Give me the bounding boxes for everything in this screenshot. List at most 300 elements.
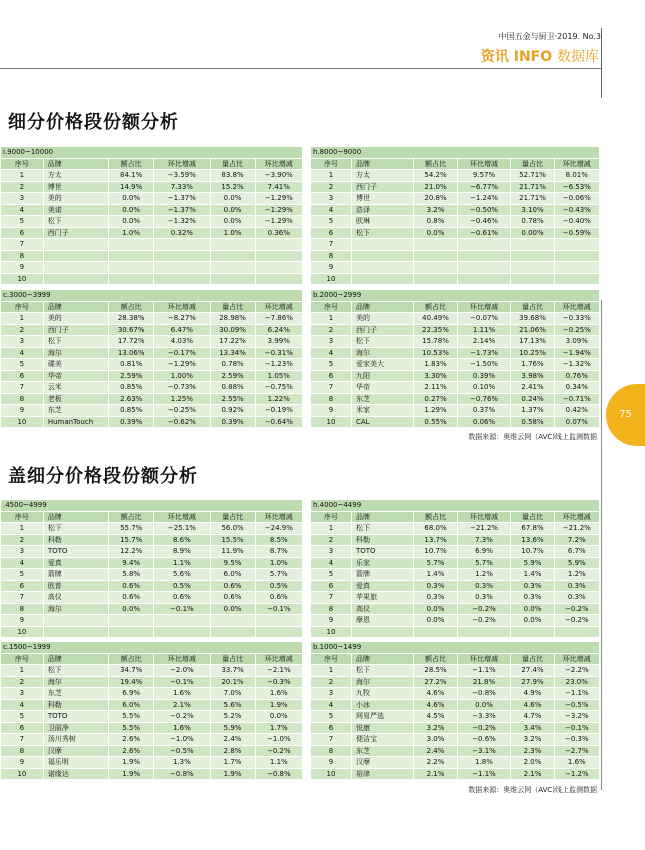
table-cell: 2: [311, 181, 352, 193]
table-cell: 浩泽: [351, 204, 414, 216]
table-cell: 3.2%: [414, 204, 457, 216]
table-cell: 8: [311, 745, 352, 757]
table-row: [1, 768, 303, 780]
table-cell: 松下: [351, 523, 414, 535]
table-cell: 3.98%: [511, 370, 554, 382]
table-cell: [210, 250, 255, 262]
table-cell: −0.8%: [154, 768, 210, 780]
column-header: 环比增减: [255, 653, 302, 665]
table-cell: 3: [1, 688, 44, 700]
table-cell: [43, 273, 108, 285]
table-cell: −0.07%: [457, 313, 511, 325]
table-cell: 网易严选: [351, 711, 414, 723]
table-cell: 9: [311, 262, 352, 274]
table-cell: 0.0%: [210, 193, 255, 205]
table-cell: 1.11%: [457, 324, 511, 336]
table-cell: [554, 239, 599, 251]
table-cell: 4: [311, 204, 352, 216]
table-cell: 6.24%: [255, 324, 302, 336]
table-cell: 4.6%: [414, 699, 457, 711]
table-cell: 松下: [43, 336, 108, 348]
table-cell: [554, 273, 599, 285]
table-cell: 0.92%: [210, 405, 255, 417]
column-header: 环比增减: [457, 158, 511, 170]
table-cell: [43, 615, 108, 627]
table-cell: 1.6%: [255, 688, 302, 700]
table-cell: 15.5%: [210, 534, 255, 546]
table-cell: 苹果旅: [351, 592, 414, 604]
column-header: 环比增减: [255, 301, 302, 313]
table-cell: 30.67%: [109, 324, 154, 336]
header-rule: [0, 68, 601, 69]
table-cell: 6: [311, 722, 352, 734]
table-cell: 6: [311, 580, 352, 592]
table-cell: TOTO: [43, 546, 108, 558]
table-row: [1, 181, 303, 193]
column-header: 品牌: [351, 158, 414, 170]
table-cell: 1: [311, 170, 352, 182]
table-cell: −1.94%: [554, 347, 599, 359]
table-cell: [255, 239, 302, 251]
table-cell: 9: [311, 757, 352, 769]
table-cell: [255, 262, 302, 274]
table-cell: −1.32%: [554, 359, 599, 371]
table-cell: [414, 273, 457, 285]
share-table: [310, 146, 600, 285]
table-cell: 0.6%: [109, 580, 154, 592]
table-cell: 1.4%: [414, 569, 457, 581]
table-cell: 0.0%: [109, 204, 154, 216]
table-cell: −1.2%: [554, 768, 599, 780]
table-cell: 54.2%: [414, 170, 457, 182]
table-cell: −0.5%: [154, 745, 210, 757]
table-cell: 34.7%: [109, 665, 154, 677]
table-cell: 华帝: [43, 370, 108, 382]
table-cell: [457, 273, 511, 285]
table-cell: 0.0%: [414, 227, 457, 239]
table-cell: [414, 626, 457, 638]
table-cell: −3.3%: [457, 711, 511, 723]
table-cell: 1.7%: [210, 757, 255, 769]
table-cell: 2.1%: [154, 699, 210, 711]
table-cell: 小冰: [351, 699, 414, 711]
table-cell: −1.1%: [457, 665, 511, 677]
table-row: [1, 324, 303, 336]
table-cell: −0.6%: [457, 734, 511, 746]
table-cell: 诺缘达: [43, 768, 108, 780]
table-row: [311, 313, 600, 325]
table-cell: 3.0%: [414, 734, 457, 746]
table-cell: 0.24%: [511, 393, 554, 405]
table-header-row: [311, 301, 600, 313]
column-header: 环比增减: [457, 511, 511, 523]
section2-title: 盖细分价格段份额分析: [8, 466, 198, 487]
table-cell: 0.0%: [210, 603, 255, 615]
table-cell: 6: [1, 580, 44, 592]
table-cell: 5: [311, 216, 352, 228]
table-cell: 松下: [43, 216, 108, 228]
table-cell: 老板: [43, 393, 108, 405]
table-cell: [511, 239, 554, 251]
column-header: 序号: [1, 158, 44, 170]
table-cell: 4: [1, 204, 44, 216]
table-cell: 5: [1, 359, 44, 371]
table-cell: −0.1%: [255, 603, 302, 615]
table-cell: 10: [1, 273, 44, 285]
table-cell: −2.1%: [255, 665, 302, 677]
table-cell: 高仪: [351, 603, 414, 615]
table-cell: 0.0%: [109, 193, 154, 205]
table-cell: [43, 239, 108, 251]
table-cell: 3: [1, 336, 44, 348]
table-cell: 68.0%: [414, 523, 457, 535]
table-cell: 0.0%: [511, 603, 554, 615]
table-cell: [255, 626, 302, 638]
table-cell: [255, 250, 302, 262]
table-cell: 5.7%: [457, 557, 511, 569]
table-cell: 0.3%: [457, 592, 511, 604]
table-cell: 1: [311, 523, 352, 535]
table-cell: 4: [1, 557, 44, 569]
table-cell: 28.38%: [109, 313, 154, 325]
table-cell: 西门子: [43, 324, 108, 336]
column-header: 序号: [1, 653, 44, 665]
table-cell: 4.6%: [511, 699, 554, 711]
table-cell: 7.33%: [154, 181, 210, 193]
table-cell: 10: [311, 626, 352, 638]
table-cell: 便洁宝: [351, 734, 414, 746]
table-cell: 1: [1, 523, 44, 535]
table-cell: 4: [311, 699, 352, 711]
column-header: 额占比: [109, 653, 154, 665]
table-cell: −0.61%: [457, 227, 511, 239]
table-cell: 10: [311, 768, 352, 780]
table-cell: 海尔: [43, 603, 108, 615]
table-cell: 67.8%: [511, 523, 554, 535]
table-cell: −1.29%: [154, 359, 210, 371]
table-cell: 0.3%: [414, 580, 457, 592]
table-cell: 8: [311, 250, 352, 262]
table-cell: 7: [1, 382, 44, 394]
table-cell: 0.37%: [457, 405, 511, 417]
table-cell: 8.7%: [255, 546, 302, 558]
table-cell: −3.1%: [457, 745, 511, 757]
table-cell: [351, 239, 414, 251]
table-cell: 东芝: [43, 688, 108, 700]
table-cell: 高仪: [43, 592, 108, 604]
table-cell: 5.6%: [210, 699, 255, 711]
column-header: 序号: [311, 511, 352, 523]
table-cell: −0.25%: [154, 405, 210, 417]
table-cell: 松下: [43, 665, 108, 677]
column-header: 序号: [311, 653, 352, 665]
table-cell: 83.8%: [210, 170, 255, 182]
share-table: [0, 499, 303, 638]
table-row: [311, 615, 600, 627]
table-cell: −1.29%: [255, 204, 302, 216]
column-header: 序号: [1, 301, 44, 313]
table-cell: [109, 273, 154, 285]
table-cell: 0.39%: [457, 370, 511, 382]
column-header: 额占比: [109, 158, 154, 170]
table-cell: 0.0%: [109, 216, 154, 228]
table-cell: −0.06%: [554, 193, 599, 205]
table-cell: 13.06%: [109, 347, 154, 359]
table-cell: −0.5%: [554, 699, 599, 711]
table-cell: 5: [1, 711, 44, 723]
table-cell: 裕津: [351, 768, 414, 780]
table-cell: 28.5%: [414, 665, 457, 677]
table-cell: 0.5%: [255, 580, 302, 592]
table-cell: 汤川秀树: [43, 734, 108, 746]
table-cell: 0.8%: [414, 216, 457, 228]
table-row: [1, 239, 303, 251]
table-cell: 1.3%: [154, 757, 210, 769]
table-cell: −0.2%: [554, 603, 599, 615]
table-row: [1, 569, 303, 581]
table-cell: 1.05%: [255, 370, 302, 382]
table-caption: c.1500~1999: [1, 642, 303, 654]
table-cell: 0.10%: [457, 382, 511, 394]
table-cell: [351, 626, 414, 638]
table-row: [1, 347, 303, 359]
table-cell: 10.53%: [414, 347, 457, 359]
table-cell: 美的: [43, 313, 108, 325]
table-caption: i.9000~10000: [1, 147, 303, 159]
table-cell: 爱真: [43, 557, 108, 569]
table-cell: 0.00%: [511, 227, 554, 239]
table-cell: 3.2%: [414, 722, 457, 734]
table-cell: [255, 615, 302, 627]
table-caption: h.8000~9000: [311, 147, 600, 159]
table-row: [311, 569, 600, 581]
table-cell: 10.7%: [511, 546, 554, 558]
table-row: [311, 382, 600, 394]
table-cell: −0.71%: [554, 393, 599, 405]
table-cell: 4: [1, 699, 44, 711]
table-cell: 27.9%: [511, 676, 554, 688]
table-cell: 0.88%: [210, 382, 255, 394]
section-label: 资讯 INFO: [480, 49, 553, 65]
table-cell: [457, 239, 511, 251]
table-cell: 3.10%: [511, 204, 554, 216]
table-cell: 2.1%: [414, 768, 457, 780]
table-caption: h.4000~4499: [311, 500, 600, 512]
table-cell: [109, 615, 154, 627]
table-cell: 0.27%: [414, 393, 457, 405]
table-row: [1, 615, 303, 627]
table-cell: 碟美: [43, 359, 108, 371]
table-cell: 博世: [351, 193, 414, 205]
table-cell: 5.7%: [414, 557, 457, 569]
column-header: 额占比: [414, 301, 457, 313]
table-row: [1, 523, 303, 535]
table-cell: 0.0%: [210, 204, 255, 216]
table-cell: 松下: [351, 665, 414, 677]
table-cell: [554, 250, 599, 262]
table-cell: −24.9%: [255, 523, 302, 535]
table-cell: −0.3%: [554, 734, 599, 746]
table-cell: 8.9%: [154, 546, 210, 558]
table-cell: 4.03%: [154, 336, 210, 348]
share-table: [310, 499, 600, 638]
table-row: [1, 546, 303, 558]
column-header: 环比增减: [554, 301, 599, 313]
table-cell: 6: [1, 370, 44, 382]
table-cell: [43, 262, 108, 274]
table-cell: 5: [1, 569, 44, 581]
table-row: [311, 626, 600, 638]
table-cell: 40.49%: [414, 313, 457, 325]
table-cell: 21.0%: [414, 181, 457, 193]
table-cell: 3: [311, 688, 352, 700]
table-cell: 7.41%: [255, 181, 302, 193]
column-header: 环比增减: [154, 301, 210, 313]
table-cell: 海尔: [43, 347, 108, 359]
table-cell: [457, 262, 511, 274]
table-cell: 1.9%: [255, 699, 302, 711]
table-cell: [414, 239, 457, 251]
table-cell: 九阳: [351, 370, 414, 382]
table-cell: 5: [1, 216, 44, 228]
table-row: [1, 711, 303, 723]
column-header: 环比增减: [255, 511, 302, 523]
table-cell: 汉摩: [351, 757, 414, 769]
table-header-row: [1, 158, 303, 170]
table-row: [1, 227, 303, 239]
table-cell: −3.2%: [554, 711, 599, 723]
table-cell: −1.0%: [255, 734, 302, 746]
table-header-row: [311, 653, 600, 665]
table-cell: −1.1%: [457, 768, 511, 780]
table-cell: 松下: [43, 523, 108, 535]
table-cell: 8: [311, 603, 352, 615]
table-cell: −0.50%: [457, 204, 511, 216]
table-cell: 8: [1, 250, 44, 262]
table-cell: 0.6%: [210, 580, 255, 592]
table-row: [1, 745, 303, 757]
table-cell: 松下: [351, 336, 414, 348]
table-cell: 4.9%: [511, 688, 554, 700]
table-cell: 6.7%: [554, 546, 599, 558]
table-cell: [109, 250, 154, 262]
table-cell: 0.0%: [210, 216, 255, 228]
table-cell: [43, 626, 108, 638]
table-cell: 0.07%: [554, 416, 599, 428]
table-cell: 21.71%: [511, 181, 554, 193]
table-row: [311, 665, 600, 677]
table-cell: 6.0%: [109, 699, 154, 711]
table-cell: 2.6%: [109, 734, 154, 746]
table-cell: 27.2%: [414, 676, 457, 688]
table-cell: 2: [1, 181, 44, 193]
table-cell: 30.09%: [210, 324, 255, 336]
table-cell: 云米: [43, 382, 108, 394]
table-cell: 0.3%: [511, 580, 554, 592]
table-cell: −1.37%: [154, 193, 210, 205]
table-cell: 0.42%: [554, 405, 599, 417]
table-cell: 10: [311, 273, 352, 285]
table-row: [1, 393, 303, 405]
column-header: 额占比: [109, 301, 154, 313]
table-cell: 1.6%: [154, 688, 210, 700]
table-row: [311, 181, 600, 193]
table-cell: 2.0%: [511, 757, 554, 769]
source-note-2: 数据来源：奥维云网（AVC)线上监测数据: [468, 786, 597, 794]
table-cell: 8.6%: [154, 534, 210, 546]
table-cell: [154, 615, 210, 627]
table-cell: −0.2%: [154, 711, 210, 723]
table-cell: 12.2%: [109, 546, 154, 558]
page-number-tab: [606, 384, 645, 446]
table-cell: −1.50%: [457, 359, 511, 371]
table-cell: 27.4%: [511, 665, 554, 677]
column-header: 环比增减: [154, 158, 210, 170]
table-cell: [255, 273, 302, 285]
table-cell: 22.35%: [414, 324, 457, 336]
table-cell: −0.46%: [457, 216, 511, 228]
table-cell: [210, 615, 255, 627]
table-cell: −0.31%: [255, 347, 302, 359]
table-cell: 10.7%: [414, 546, 457, 558]
table-row: [311, 580, 600, 592]
table-cell: [109, 626, 154, 638]
table-cell: 15.2%: [210, 181, 255, 193]
table-cell: 2.4%: [414, 745, 457, 757]
table-cell: 7: [311, 239, 352, 251]
table-cell: 1: [311, 313, 352, 325]
table-row: [1, 204, 303, 216]
table-cell: −2.7%: [554, 745, 599, 757]
table-cell: 5.9%: [511, 557, 554, 569]
table-cell: 2: [1, 534, 44, 546]
table-cell: 2.63%: [109, 393, 154, 405]
table-row: [311, 699, 600, 711]
table-cell: −6.53%: [554, 181, 599, 193]
table-cell: −0.62%: [154, 416, 210, 428]
table-cell: TOTO: [351, 546, 414, 558]
table-cell: 2.14%: [457, 336, 511, 348]
table-cell: 科勒: [351, 534, 414, 546]
table-cell: 5: [311, 359, 352, 371]
table-cell: 米家: [351, 405, 414, 417]
column-header: 量占比: [511, 158, 554, 170]
table-cell: 3: [1, 546, 44, 558]
table-cell: 23.0%: [554, 676, 599, 688]
table-cell: [554, 262, 599, 274]
table-cell: 10: [1, 768, 44, 780]
table-cell: 52.71%: [511, 170, 554, 182]
column-header: 环比增减: [554, 511, 599, 523]
table-cell: 9: [1, 615, 44, 627]
table-cell: −7.86%: [255, 313, 302, 325]
table-header-row: [311, 158, 600, 170]
table-cell: −0.8%: [457, 688, 511, 700]
table-cell: 0.6%: [154, 592, 210, 604]
table-row: [1, 626, 303, 638]
table-cell: 1.2%: [457, 569, 511, 581]
table-cell: −0.40%: [554, 216, 599, 228]
table-cell: 1.0%: [109, 227, 154, 239]
table-cell: 0.34%: [554, 382, 599, 394]
table-cell: 5.7%: [255, 569, 302, 581]
table-cell: 13.34%: [210, 347, 255, 359]
table-cell: 1.7%: [255, 722, 302, 734]
table-header-row: [1, 511, 303, 523]
table-cell: [154, 262, 210, 274]
table-row: [1, 216, 303, 228]
table-cell: 8.01%: [554, 170, 599, 182]
